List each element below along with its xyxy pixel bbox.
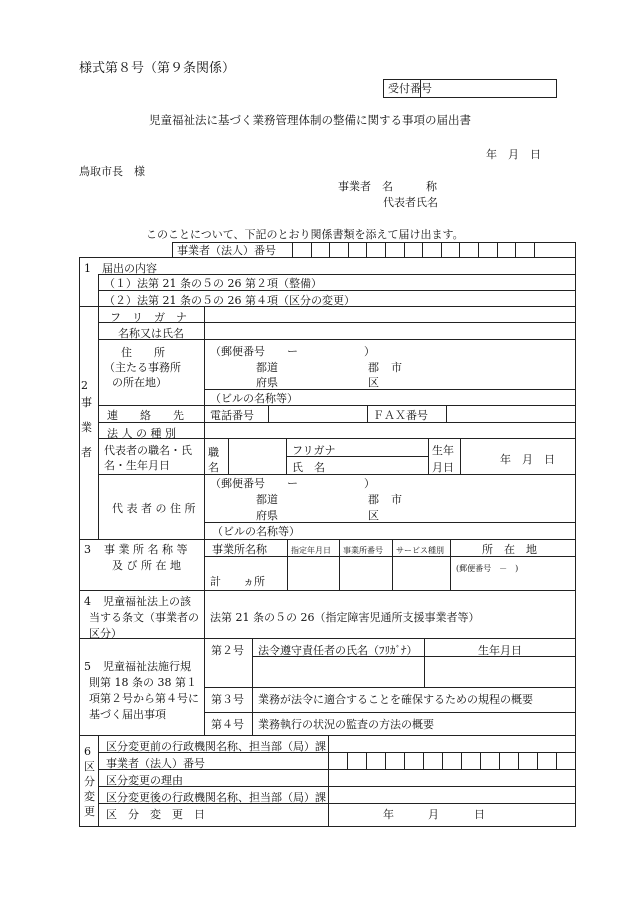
col-location: 所 在 地: [482, 543, 537, 556]
table-hline: [172, 242, 576, 243]
rep-fuken-label: 府県: [256, 509, 278, 522]
section6-row1: 区分変更前の行政機関名称、担当部（局）課: [106, 740, 326, 753]
receipt-number-field[interactable]: [420, 79, 557, 98]
rep-building-label: （ビルの名称等）: [212, 525, 300, 538]
table-hline: [79, 638, 576, 639]
col-service-type: サービス種別: [396, 546, 444, 555]
receipt-label: 受付番号: [388, 82, 432, 95]
table-vline: [446, 405, 447, 423]
table-hline: [98, 405, 576, 406]
col-designation-date: 指定年月日: [291, 546, 331, 555]
address-sub1: （主たる事務所: [104, 361, 181, 374]
birth-label-1: 生年: [432, 444, 454, 457]
digit-box[interactable]: [385, 242, 405, 258]
digit-box[interactable]: [459, 242, 479, 258]
section1-item1: （１）法第 21 条の５の 26 第２項（整備）: [104, 277, 322, 290]
digit-box[interactable]: [518, 752, 538, 770]
section1-item2: （２）法第 21 条の５の 26 第４項（区分の変更）: [104, 294, 355, 307]
table-vline: [204, 590, 205, 639]
todo-label: 都道: [256, 361, 278, 374]
section2-number: 2 事 業 者: [81, 379, 92, 459]
location-postal: (郵便番号 － ): [456, 564, 519, 573]
item2-label: 法令遵守責任者の氏名（ﾌﾘｶﾞﾅ）: [258, 644, 418, 657]
table-vline: [228, 438, 229, 475]
section3-label1: 事 業 所 名 称 等: [104, 543, 188, 556]
intro-text: このことについて、下記のとおり関係書類を添えて届け出ます。: [146, 228, 464, 241]
section5-label2: 則第 18 条の 38 第１: [89, 676, 197, 689]
section4-number: 4: [84, 595, 91, 608]
rep-todo-label: 都道: [256, 493, 278, 506]
digit-box[interactable]: [537, 752, 557, 770]
change-day: 日: [474, 808, 485, 821]
section4-label2: 当する条文（事業者の: [89, 611, 199, 624]
phone-label: 電話番号: [210, 409, 254, 422]
rep-postal-label: （郵便番号 ー ）: [210, 477, 375, 490]
section6-number: 6 区 分 変 更: [84, 745, 95, 818]
item2-birth: 生年月日: [478, 644, 522, 657]
section3-label2: 及 び 所 在 地: [112, 559, 181, 572]
furigana-label: フ リ ガ ナ: [110, 311, 187, 324]
section5-label3: 項第２号から第４号に: [89, 692, 199, 705]
rep-furigana-label: フリガナ: [292, 444, 336, 457]
table-vline: [204, 306, 205, 540]
col-facility-name: 事業所名称: [212, 543, 267, 556]
digit-box[interactable]: [366, 242, 386, 258]
section3-number: 3: [84, 543, 91, 556]
ku-label: 区: [368, 376, 379, 389]
rep-gun-label: 郡: [368, 493, 379, 506]
digit-box[interactable]: [292, 242, 312, 258]
postal-label: （郵便番号 ー ）: [210, 345, 375, 358]
section6-row3: 区分変更の理由: [106, 774, 183, 787]
digit-box[interactable]: [480, 752, 500, 770]
digit-box[interactable]: [348, 242, 368, 258]
building-label: （ビルの名称等）: [210, 392, 298, 405]
section5-label1: 児童福祉法施行規: [103, 660, 191, 673]
rep-address-label: 代 表 者 の 住 所: [112, 502, 196, 515]
name-label: 名称又は氏名: [118, 327, 184, 340]
digit-box[interactable]: [515, 242, 535, 258]
table-vline: [98, 274, 99, 307]
table-right: [575, 242, 576, 827]
table-hline: [98, 274, 576, 275]
item4-label: 業務執行の状況の監査の方法の概要: [258, 718, 434, 731]
shoku-label: 職: [208, 446, 219, 459]
digit-box[interactable]: [328, 752, 348, 770]
section1-title: 届出の内容: [102, 262, 157, 275]
table-vline: [367, 405, 368, 423]
shi-label: 市: [391, 361, 402, 374]
digit-box[interactable]: [478, 242, 498, 258]
address-sub2: の所在地）: [112, 376, 167, 389]
section6-row2: 事業者（法人）番号: [106, 757, 205, 770]
addressee: 鳥取市長 様: [79, 165, 145, 178]
fuken-label: 府県: [256, 376, 278, 389]
rep-ku-label: 区: [368, 509, 379, 522]
digit-box[interactable]: [366, 752, 386, 770]
section5-number: 5: [84, 660, 91, 673]
digit-box[interactable]: [385, 752, 405, 770]
table-vline: [328, 735, 329, 827]
table-hline: [204, 687, 576, 688]
section1-number: 1: [84, 262, 91, 275]
table-vline: [98, 306, 99, 540]
table-vline: [428, 438, 429, 475]
rep-title-line2: 名・生年月日: [104, 459, 170, 472]
operator-number-label: 事業者（法人）番号: [177, 244, 276, 257]
section6-row5: 区 分 変 更 日: [106, 808, 205, 821]
representative-label: 代表者氏名: [383, 196, 438, 209]
form-number: 様式第８号（第９条関係）: [79, 61, 236, 76]
item3-label: 業務が法令に適合することを確保するための規程の概要: [258, 693, 533, 706]
rep-title-line1: 代表者の職名・氏: [104, 444, 192, 457]
digit-box[interactable]: [404, 242, 424, 258]
corp-type-label: 法 人 の 種 別: [107, 427, 176, 440]
table-vline: [172, 242, 173, 258]
address-label: 住 所: [121, 346, 165, 359]
section4-value: 法第 21 条の５の 26（指定障害児通所支援事業者等）: [210, 611, 480, 624]
birth-value: 年 月 日: [500, 453, 555, 466]
section6-row4: 区分変更後の行政機関名称、担当部（局）課: [106, 791, 326, 804]
table-hline: [98, 474, 576, 475]
digit-box[interactable]: [441, 242, 461, 258]
mei-label: 名: [208, 461, 219, 474]
date-placeholder: 年 月 日: [486, 148, 541, 161]
col-facility-number: 事業所番号: [343, 546, 383, 555]
change-year: 年: [383, 808, 394, 821]
item2-number: 第２号: [211, 644, 244, 657]
table-vline: [204, 539, 205, 591]
section4-label3: 区分）: [89, 627, 122, 640]
digit-box[interactable]: [311, 242, 331, 258]
digit-box[interactable]: [497, 242, 517, 258]
table-vline: [268, 405, 269, 423]
change-month: 月: [428, 808, 439, 821]
table-vline: [424, 638, 425, 688]
item4-number: 第４号: [211, 718, 244, 731]
gun-label: 郡: [368, 361, 379, 374]
table-vline: [339, 539, 340, 591]
digit-box[interactable]: [423, 752, 443, 770]
section5-label4: 基づく届出事項: [89, 708, 166, 721]
digit-box[interactable]: [461, 752, 481, 770]
table-vline: [450, 539, 451, 591]
digit-box[interactable]: [422, 242, 442, 258]
birth-label-2: 月日: [432, 461, 454, 474]
business-name-label: 事業者 名 称: [338, 180, 437, 193]
table-hline: [79, 539, 576, 540]
table-vline: [287, 539, 288, 591]
digit-box[interactable]: [347, 752, 367, 770]
table-hline: [204, 712, 576, 713]
digit-box[interactable]: [499, 752, 519, 770]
digit-box[interactable]: [442, 752, 462, 770]
table-hline: [79, 590, 576, 591]
digit-box[interactable]: [329, 242, 349, 258]
table-top: [79, 257, 576, 258]
table-left: [79, 257, 80, 827]
table-vline: [460, 438, 461, 475]
facility-total: 計 ヵ所: [210, 575, 265, 588]
rep-name-label: 氏 名: [292, 461, 325, 474]
table-vline: [98, 735, 99, 827]
item3-number: 第３号: [211, 693, 244, 706]
digit-box[interactable]: [556, 752, 576, 770]
contact-label: 連 絡 先: [107, 409, 184, 422]
fax-label: ＦＡＸ番号: [373, 409, 428, 422]
digit-box[interactable]: [404, 752, 424, 770]
rep-shi-label: 市: [391, 493, 402, 506]
table-vline: [392, 539, 393, 591]
section4-label1: 児童福祉法上の該: [103, 595, 191, 608]
form-title: 児童福祉法に基づく業務管理体制の整備に関する事項の届出書: [149, 113, 471, 127]
